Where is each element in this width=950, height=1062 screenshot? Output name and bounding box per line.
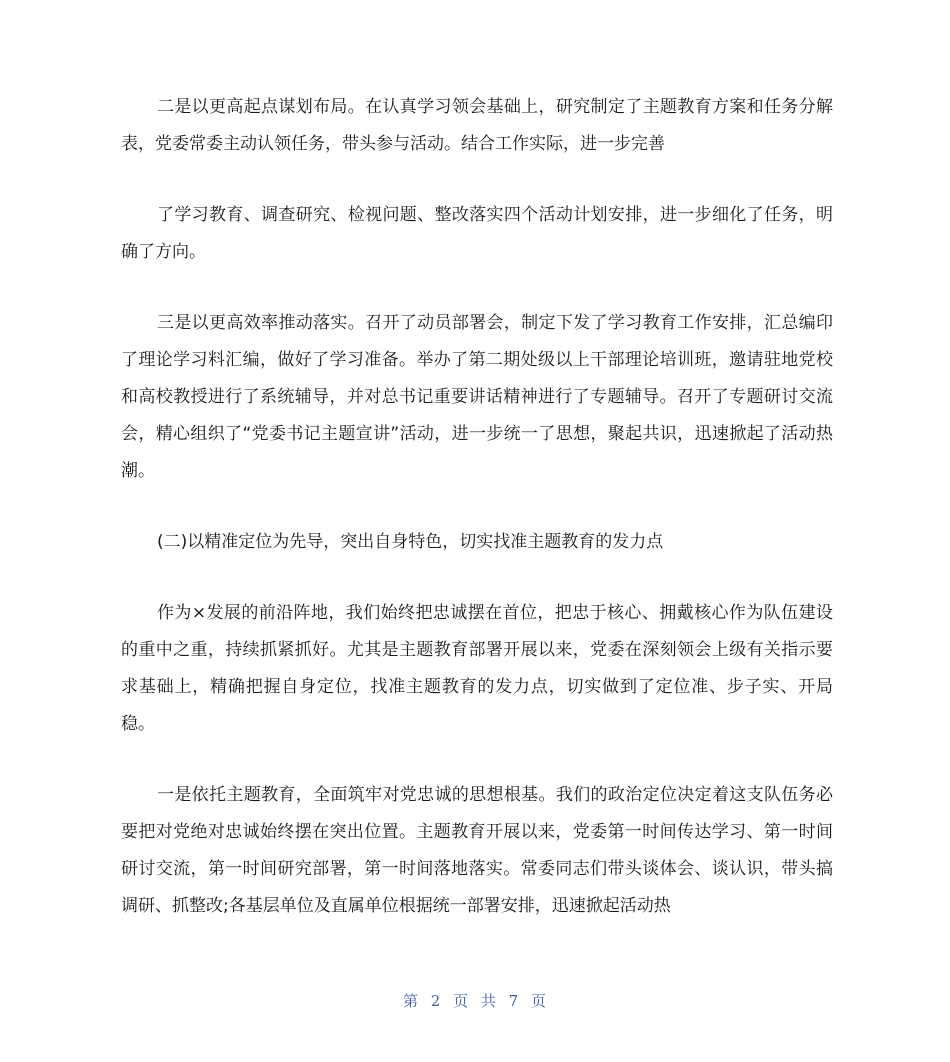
- page-number-footer: 第 2 页 共 7 页: [403, 992, 547, 1010]
- paragraph-1: 二是以更高起点谋划布局。在认真学习领会基础上，研究制定了主题教育方案和任务分解表，党委常委主动认领任务，带头参与活动。结合工作实际，进一步完善: [121, 97, 833, 154]
- paragraph-2: 了学习教育、调查研究、检视问题、整改落实四个活动计划安排，进一步细化了任务，明确了方向。: [121, 205, 833, 262]
- paragraph-4: 作为×发展的前沿阵地，我们始终把忠诚摆在首位，把忠于核心、拥戴核心作为队伍建设的重中之重，持续抓紧抓好。尤其是主题教育部署开展以来，党委在深刻领会上级有关指示要求基础上，精确把握自身定位，找准主题教育的发力点，切实做到了定位准、步子实、开局稳。: [121, 603, 833, 734]
- section-heading: (二)以精准定位为先导，突出自身特色，切实找准主题教育的发力点: [157, 532, 664, 552]
- paragraph-5: 一是依托主题教育，全面筑牢对党忠诚的思想根基。我们的政治定位决定着这支队伍务必要把对党绝对忠诚始终摆在突出位置。主题教育开展以来，党委第一时间传达学习、第一时间研讨交流，第一时间研究部署，第一时间落地落实。常委同志们带头谈体会、谈认识，带头搞调研、抓整改;各基层单位及直属单位根据统一部署安排，迅速掀起活动热: [121, 785, 833, 916]
- document-body: [121, 89, 833, 925]
- paragraph-3: 三是以更高效率推动落实。召开了动员部署会，制定下发了学习教育工作安排，汇总编印了理论学习料汇编，做好了学习准备。举办了第二期处级以上干部理论培训班，邀请驻地党校和高校教授进行了系统辅导，并对总书记重要讲话精神进行了专题辅导。召开了专题研讨交流会，精心组织了“党委书记主题宣讲”活动，进一步统一了思想，聚起共识，迅速掀起了活动热潮。: [121, 313, 833, 481]
